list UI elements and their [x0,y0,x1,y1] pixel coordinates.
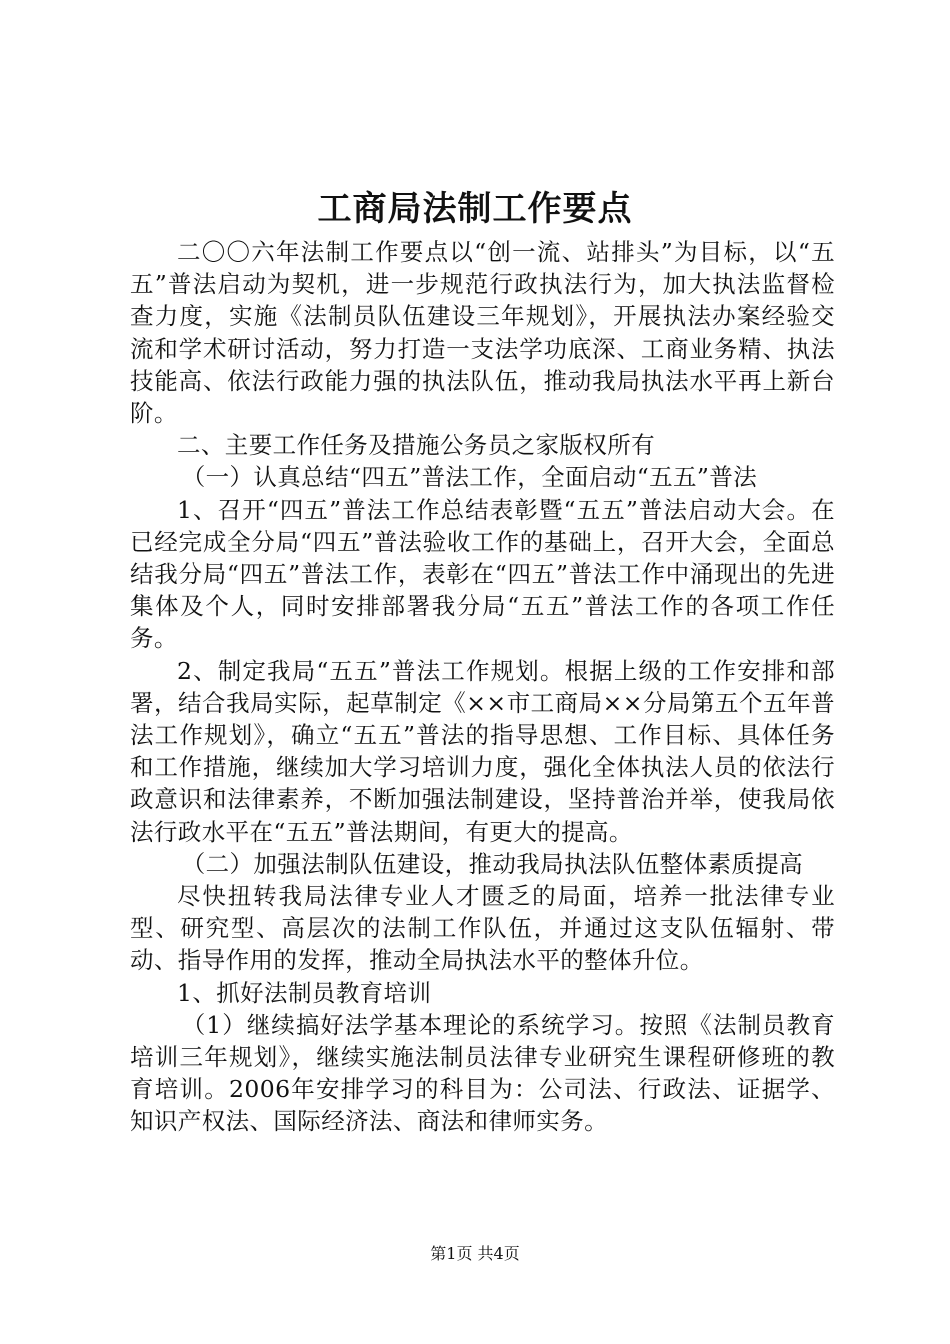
document-title: 工商局法制工作要点 [317,189,633,229]
page-footer: 第1页 共4页 [430,1244,520,1263]
paragraph-item-1: 1、召开“四五”普法工作总结表彰暨“五五”普法启动大会。在已经完成全分局“四五”普法验收工作的基础上，召开大会，全面总结我分局“四五”普法工作，表彰在“四五”普法工作中涌现出的先进集体及个人，同时安排部署我分局“五五”普法工作的各项工作任务。 [130,495,835,653]
paragraph-team-building: 尽快扭转我局法律专业人才匮乏的局面，培养一批法律专业型、研究型、高层次的法制工作队伍，并通过这支队伍辐射、带动、指导作用的发挥，推动全局执法水平的整体升位。 [130,882,835,975]
subsection-heading-2: （二）加强法制队伍建设，推动我局执法队伍整体素质提高 [181,849,804,878]
paragraph-training-heading: 1、抓好法制员教育培训 [177,978,432,1007]
paragraph-training-detail: （1）继续搞好法学基本理论的系统学习。按照《法制员教育培训三年规划》，继续实施法制员法律专业研究生课程研修班的教育培训。2006年安排学习的科目为：公司法、行政法、证据学、知识产权法、国际经济法、商法和律师实务。 [130,1010,835,1136]
subsection-heading-1: （一）认真总结“四五”普法工作，全面启动“五五”普法 [181,463,758,492]
paragraph-intro: 二〇〇六年法制工作要点以“创一流、站排头”为目标，以“五五”普法启动为契机，进一步规范行政执法行为，加大执法监督检查力度，实施《法制员队伍建设三年规划》，开展执法办案经验交流和学术研讨活动，努力打造一支法学功底深、工商业务精、执法技能高、依法行政能力强的执法队伍，推动我局执法水平再上新台阶。 [130,238,835,428]
document-body [130,236,835,1138]
paragraph-item-2: 2、制定我局“五五”普法工作规划。根据上级的工作安排和部署，结合我局实际，起草制定《××市工商局××分局第五个五年普法工作规划》，确立“五五”普法的指导思想、工作目标、具体任务和工作措施，继续加大学习培训力度，强化全体执法人员的依法行政意识和法律素养，不断加强法制建设，坚持普治并举，使我局依法行政水平在“五五”普法期间，有更大的提高。 [130,656,835,846]
section-heading-main-tasks: 二、主要工作任务及措施公务员之家版权所有 [177,431,655,460]
